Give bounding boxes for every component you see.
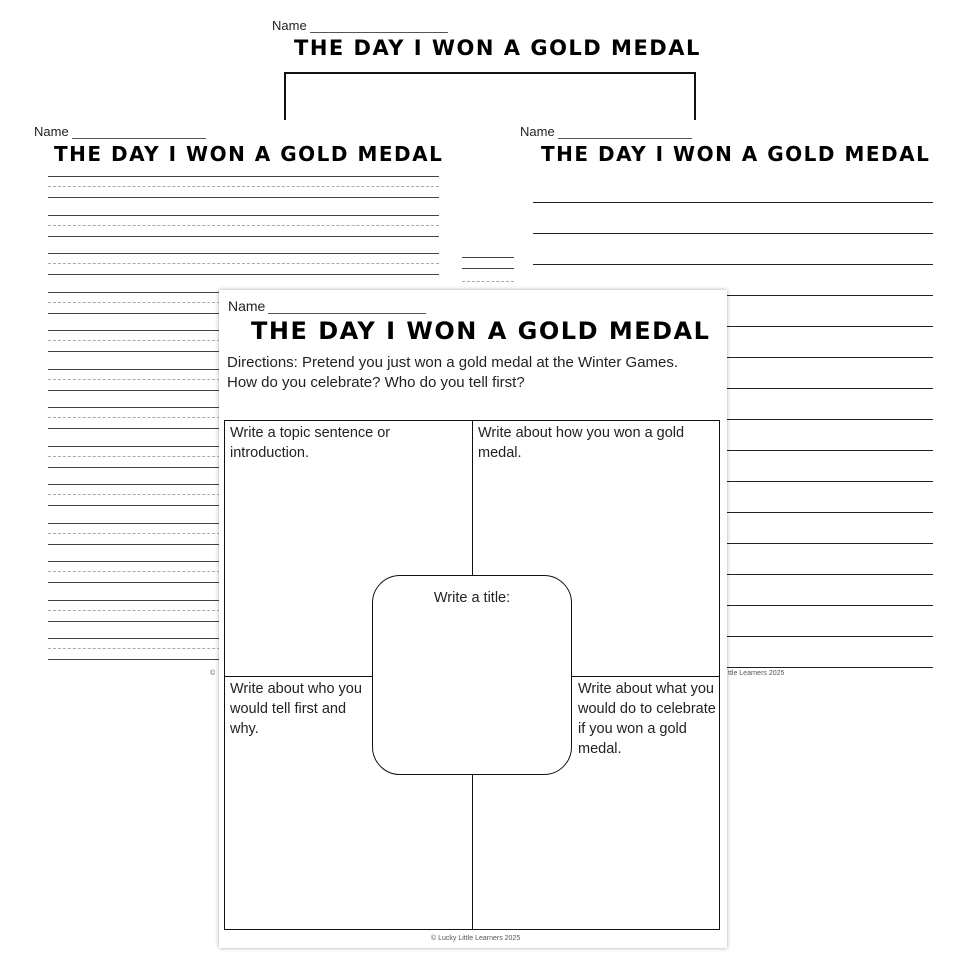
solid-rule [48,215,439,216]
name-label: Name [228,298,266,314]
worksheet-title: THE DAY I WON A GOLD MEDAL [294,36,701,60]
topic-sentence-prompt: Write a topic sentence or introduction. [230,425,391,461]
copyright: © Lucky Little Learners 2025 [431,935,521,942]
name-field [272,18,448,33]
dashed-rule [48,186,439,187]
worksheet-title: THE DAY I WON A GOLD MEDAL [251,317,711,345]
name-label: Name [272,18,307,33]
dashed-rule [48,263,439,264]
ruled-line [533,233,933,234]
solid-rule [48,274,439,275]
gap-line [462,281,514,282]
celebrate-prompt: Write about what you would do to celebrate if you won a gold medal. [578,681,716,757]
solid-rule [48,236,439,237]
solid-rule [48,197,439,198]
dashed-rule [48,225,439,226]
name-field [34,124,206,139]
how-you-won-prompt: Write about how you won a gold medal. [478,425,685,461]
front-worksheet [219,290,727,948]
name-field [228,298,426,314]
organizer-grid [224,420,720,930]
worksheet-title: THE DAY I WON A GOLD MEDAL [54,142,444,166]
copyright-fragment: © [210,670,216,677]
ruled-line [533,202,933,203]
title-prompt: Write a title: [433,590,511,606]
name-label: Name [34,124,69,139]
ruled-line [533,264,933,265]
frame-border [284,72,696,122]
who-to-tell-prompt: Write about who you would tell first and why. [230,681,362,737]
name-label: Name [520,124,555,139]
worksheet-title: THE DAY I WON A GOLD MEDAL [541,142,931,166]
gap-line [462,257,514,258]
gap-line [462,268,514,269]
back-worksheet [262,10,702,120]
solid-rule [48,253,439,254]
solid-rule [48,176,439,177]
title-box [372,575,572,775]
copyright-fragment: ttle Learners 2025 [728,670,785,677]
directions-text: Directions: Pretend you just won a gold medal at the Winter Games. How do you celebrate? Who do you tell first? [227,354,679,391]
name-field [520,124,692,139]
